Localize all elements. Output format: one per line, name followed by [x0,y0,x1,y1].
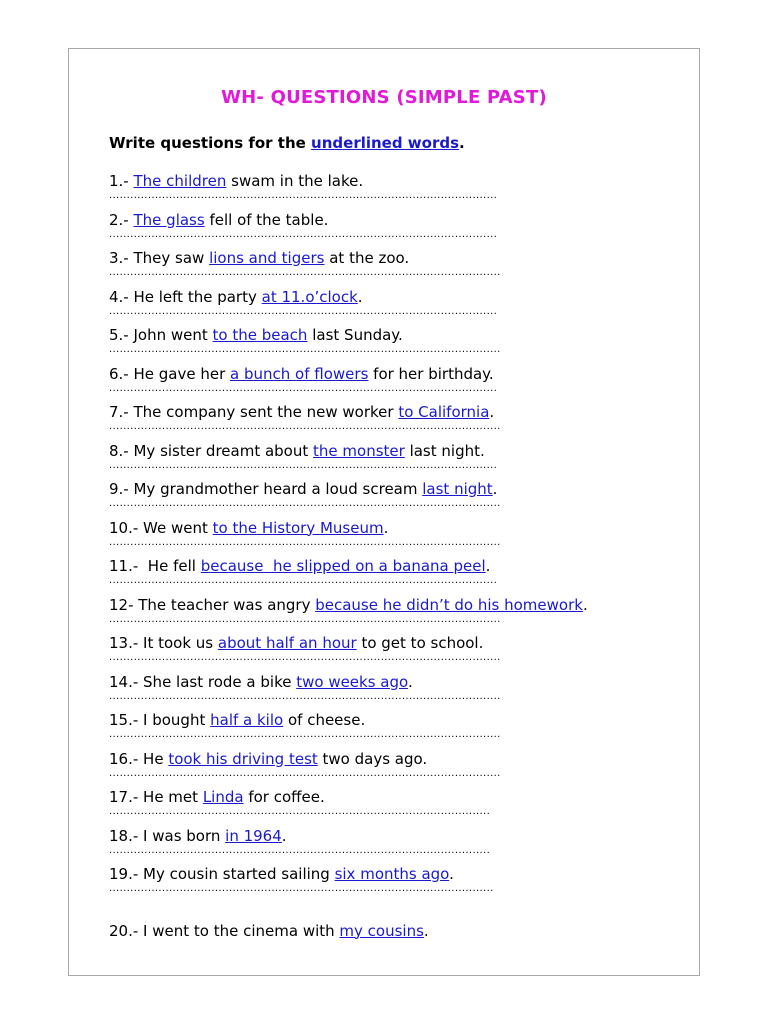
question-sentence [109,673,669,691]
question-item-5 [109,326,669,365]
answer-line[interactable]: .............................................................................................................. [109,459,498,471]
question-sentence [109,172,669,190]
question-sentence [109,788,669,806]
question-sentence [109,922,669,940]
worksheet-page [68,48,700,976]
answer-line[interactable]: ............................................................................................................... [109,690,501,702]
question-item-14 [109,673,669,712]
underlined-phrase: because he didn’t do his homework [315,595,583,614]
sentence-start: 1.- [109,172,134,190]
sentence-start: 5.- John went [109,326,213,344]
question-list [109,172,669,960]
underlined-phrase: the monster [313,441,405,460]
underlined-phrase: lions and tigers [209,249,325,267]
underlined-phrase: last night [422,480,493,498]
sentence-end: . [492,480,498,498]
question-sentence [109,750,669,768]
answer-line[interactable]: ............................................................................................................... [109,421,501,432]
sentence-start: 9.- My grandmother heard a loud scream [109,480,423,498]
sentence-start: 19.- My cousin started sailing [109,865,335,883]
question-item-6 [109,365,669,404]
question-item-2 [109,211,669,250]
underlined-phrase: took his driving test [168,749,318,768]
answer-line[interactable]: .............................................................................................................. [109,228,498,240]
worksheet-title: WH- QUESTIONS (SIMPLE PAST) [221,87,547,108]
underlined-phrase: The children [133,172,227,190]
underlined-phrase: six months ago [334,865,450,883]
answer-line[interactable]: ............................................................................................................ [109,844,491,856]
question-item-3 [109,249,669,288]
question-item-13 [109,634,669,673]
question-sentence [109,865,669,883]
underlined-phrase: my cousins [339,921,424,940]
sentence-start: 4.- He left the party [109,287,262,306]
instruction-underlined-words: underlined words [311,134,460,152]
sentence-start: 18.- I was born [109,826,226,845]
sentence-end: last Sunday. [307,326,403,344]
sentence-start: 7.- The company sent the new worker [109,403,399,421]
answer-line[interactable]: ............................................................................................................... [109,729,501,740]
underlined-phrase: a bunch of flowers [230,364,369,383]
answer-line[interactable]: ............................................................................................................... [109,267,501,278]
sentence-start: 12- The teacher was angry [109,595,316,614]
sentence-end: . [357,287,363,306]
question-sentence [109,403,669,421]
question-item-16 [109,750,669,789]
answer-line[interactable]: ............................................................................................................... [109,613,501,625]
sentence-end: . [383,518,389,537]
question-sentence [109,442,669,460]
sentence-end: for her birthday. [368,364,494,383]
question-item-4 [109,288,669,327]
instruction-text [109,134,465,152]
sentence-end: last night. [404,441,485,460]
sentence-end: of cheese. [283,711,366,729]
answer-line[interactable]: .............................................................................................................. [109,190,498,201]
question-item-8 [109,442,669,481]
sentence-start: 3.- They saw [109,249,210,267]
sentence-start: 8.- My sister dreamt about [109,441,314,460]
underlined-phrase: about half an hour [217,634,357,652]
answer-line[interactable]: ............................................................................................................ [109,806,491,817]
answer-line[interactable]: .............................................................................................................. [109,575,498,586]
sentence-start: 17.- He met [109,788,203,806]
sentence-end: . [281,826,287,845]
answer-line[interactable]: ............................................................................................................... [109,344,501,355]
instruction-lead: Write questions for the [109,134,312,152]
question-sentence [109,480,669,498]
sentence-start: 20.- I went to the cinema with [109,921,340,940]
sentence-end: . [582,595,588,614]
underlined-phrase: in 1964 [225,826,282,845]
sentence-start: 11.- He fell [109,557,201,575]
sentence-start: 14.- She last rode a bike [109,672,297,691]
sentence-start: 13.- It took us [109,634,218,652]
question-item-20 [109,922,669,961]
underlined-phrase: Linda [202,788,244,806]
answer-line[interactable]: ............................................................................................................. [109,883,494,894]
answer-line[interactable]: ............................................................................................................... [109,767,501,779]
underlined-phrase: to the beach [212,326,308,344]
question-sentence [109,326,669,344]
sentence-end: for coffee. [243,788,325,806]
sentence-start: 15.- I bought [109,711,211,729]
underlined-phrase: at 11.o’clock [261,287,358,306]
answer-line[interactable]: .............................................................................................................. [109,382,498,394]
sentence-end: . [423,921,429,940]
sentence-start: 2.- [109,210,134,229]
question-sentence [109,519,669,537]
question-sentence [109,711,669,729]
question-item-11 [109,557,669,596]
underlined-phrase: two weeks ago [296,672,408,691]
answer-line[interactable]: ............................................................................................................... [109,652,501,663]
underlined-phrase: because he slipped on a banana peel [200,557,486,575]
question-sentence [109,288,669,306]
sentence-start: 16.- He [109,749,169,768]
answer-line[interactable]: .............................................................................................................. [109,305,498,317]
question-item-18 [109,827,669,866]
sentence-end: . [489,403,495,421]
question-item-15 [109,711,669,750]
sentence-end: . [407,672,413,691]
underlined-phrase: half a kilo [210,711,284,729]
question-item-10 [109,519,669,558]
underlined-phrase: to California [398,403,490,421]
question-item-9 [109,480,669,519]
sentence-end: at the zoo. [324,249,410,267]
underlined-phrase: to the History Museum [212,518,384,537]
question-sentence [109,249,669,267]
question-item-17 [109,788,669,827]
instruction-period: . [459,134,465,152]
sentence-end: to get to school. [356,634,484,652]
question-item-19 [109,865,669,904]
sentence-start: 10.- We went [109,518,213,537]
sentence-start: 6.- He gave her [109,364,231,383]
question-sentence [109,827,669,845]
question-sentence [109,557,669,575]
question-item-7 [109,403,669,442]
question-sentence [109,596,669,614]
question-item-12 [109,596,669,635]
question-item-1 [109,172,669,211]
sentence-end: . [449,865,454,883]
answer-line[interactable]: ............................................................................................................... [109,536,501,548]
sentence-end: fell of the table. [204,210,329,229]
question-sentence [109,211,669,229]
sentence-end: swam in the lake. [226,172,364,190]
question-sentence [109,634,669,652]
sentence-end: . [485,557,491,575]
sentence-end: two days ago. [317,749,428,768]
underlined-phrase: The glass [133,210,205,229]
question-sentence [109,365,669,383]
answer-line[interactable]: ............................................................................................................... [109,498,501,509]
